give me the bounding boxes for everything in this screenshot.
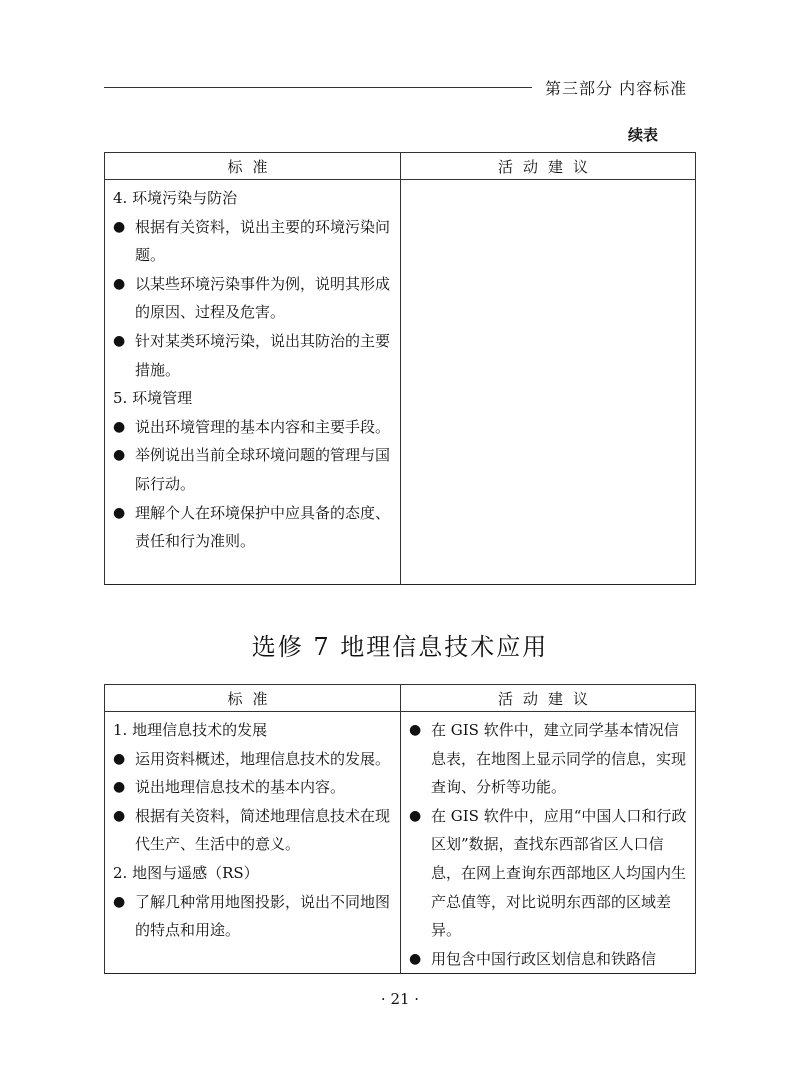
bullet-dot-icon: ● xyxy=(113,807,126,824)
bullet-list-item xyxy=(113,888,394,945)
bullet-dot-icon: ● xyxy=(113,779,126,796)
page-number: · 21 · xyxy=(380,990,420,1008)
bullet-list-item xyxy=(409,802,689,945)
bullet-dot-icon: ● xyxy=(409,722,422,738)
bullet-dot-icon: ● xyxy=(409,950,422,967)
bullet-dot-icon: ● xyxy=(113,893,126,910)
standard-cell xyxy=(105,180,401,585)
standards-table-continued xyxy=(104,152,696,585)
standard-cell xyxy=(105,712,401,974)
bullet-list-item xyxy=(113,773,394,802)
column-header-standard: 标准 xyxy=(105,153,401,180)
bullet-dot-icon: ● xyxy=(409,807,422,824)
section-heading xyxy=(113,716,394,745)
item-text: 以某些环境污染事件为例，说明其形成的原因、过程及危害。 xyxy=(135,274,391,322)
bullet-list-item xyxy=(113,327,394,384)
column-header-activity: 活动建议 xyxy=(401,685,696,712)
bullet-dot-icon: ● xyxy=(113,504,126,521)
column-header-activity: 活动建议 xyxy=(401,153,696,180)
activity-cell xyxy=(401,180,696,585)
item-text: 运用资料概述，地理信息技术的发展。 xyxy=(135,749,391,768)
item-text: 5. 环境管理 xyxy=(113,389,193,408)
bullet-list-item xyxy=(113,499,394,556)
header-rule xyxy=(104,87,532,88)
item-text: 1. 地理信息技术的发展 xyxy=(113,721,268,739)
running-header: 第三部分 内容标准 xyxy=(545,79,688,98)
bullet-dot-icon: ● xyxy=(113,275,126,292)
item-text: 根据有关资料，说出主要的环境污染问题。 xyxy=(135,217,391,265)
item-text: 在 GIS 软件中，建立同学基本情况信息表，在地图上显示同学的信息，实现查询、分析等功能。 xyxy=(431,721,687,797)
bullet-list-item xyxy=(113,270,394,327)
item-text: 说出地理信息技术的基本内容。 xyxy=(135,778,346,797)
bullet-list-item xyxy=(113,802,394,859)
bullet-list-item xyxy=(409,716,689,802)
bullet-dot-icon: ● xyxy=(113,332,126,349)
section-heading xyxy=(113,184,394,213)
section-heading xyxy=(113,859,394,888)
standards-table-elective-7 xyxy=(104,684,696,974)
bullet-dot-icon: ● xyxy=(113,218,126,235)
bullet-list-item xyxy=(113,413,394,442)
item-text: 用包含中国行政区划信息和铁路信 xyxy=(431,949,657,968)
bullet-list-item xyxy=(113,213,394,270)
item-text: 4. 环境污染与防治 xyxy=(113,189,238,207)
activity-cell xyxy=(401,712,696,974)
bullet-dot-icon: ● xyxy=(113,750,126,767)
item-text: 了解几种常用地图投影，说出不同地图的特点和用途。 xyxy=(135,892,391,940)
item-text: 在 GIS 软件中，应用“中国人口和行政区划”数据，查找东西部省区人口信息，在网上查询东西部地区人均国内生产总值等，对比说明东西部的区域差异。 xyxy=(431,806,687,940)
column-header-standard: 标准 xyxy=(105,685,401,712)
item-text: 根据有关资料，简述地理信息技术在现代生产、生活中的意义。 xyxy=(135,806,391,854)
continued-label: 续表 xyxy=(628,126,659,144)
item-text: 针对某类环境污染，说出其防治的主要措施。 xyxy=(135,331,391,379)
bullet-dot-icon: ● xyxy=(113,418,126,435)
section-title: 选修 7 地理信息技术应用 xyxy=(251,633,549,661)
bullet-list-item xyxy=(113,441,394,498)
section-heading xyxy=(113,384,394,413)
bullet-dot-icon: ● xyxy=(113,447,126,464)
item-text: 理解个人在环境保护中应具备的态度、责任和行为准则。 xyxy=(135,503,391,551)
item-text: 说出环境管理的基本内容和主要手段。 xyxy=(135,417,391,436)
item-text: 举例说出当前全球环境问题的管理与国际行动。 xyxy=(135,446,391,493)
bullet-list-item xyxy=(409,945,689,974)
item-text: 2. 地图与遥感（RS） xyxy=(113,863,259,882)
bullet-list-item xyxy=(113,745,394,774)
